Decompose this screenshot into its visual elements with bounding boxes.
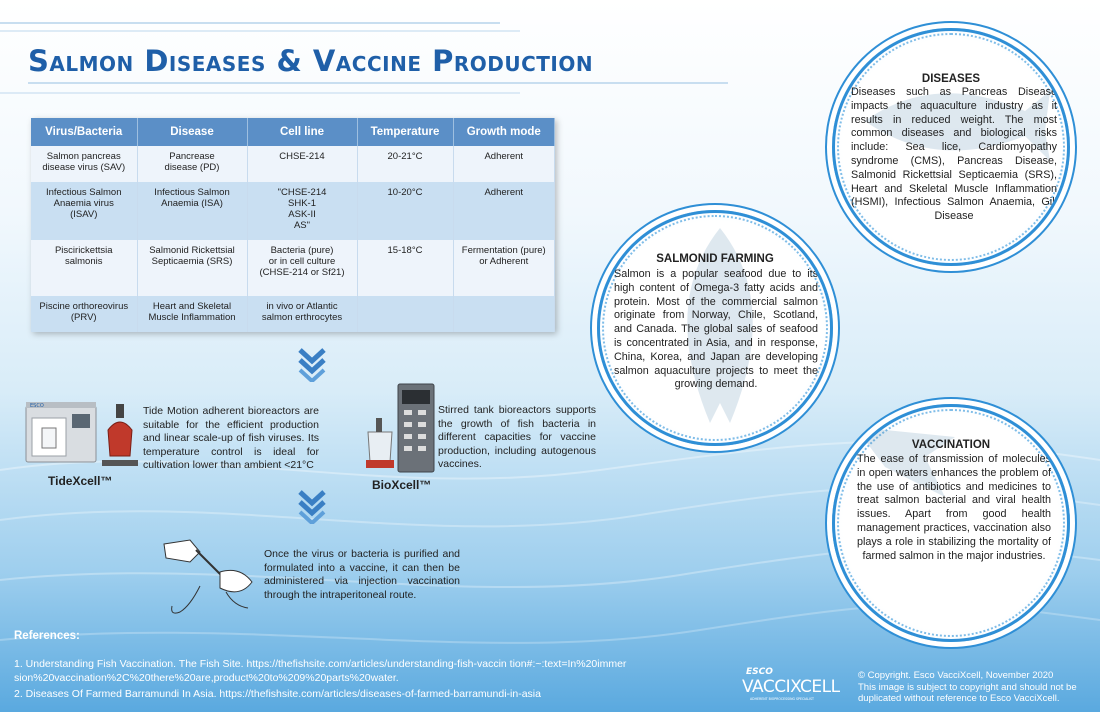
tidexcell-label: TideXcell™ — [48, 474, 113, 488]
title-line-top — [0, 22, 500, 24]
table-cell: Bacteria (pure) or in cell culture (CHSE-214 or Sf21) — [247, 240, 357, 296]
title-line-bottom — [28, 82, 728, 84]
diseases-body: Diseases such as Pancreas Disease impacts the aquaculture industry as it results in reduced weight. The most common diseases and biological risks include: Sea lice, Cardiomyopathy syndrome (CMS), Pancreas Disease, Salmonid Rickettsial Septicaemia (SRS), Heart and Skeletal Muscle Inflammation (HSMI), Infectious Salmon Anaemia, Gill Disease — [851, 86, 1057, 223]
bioxcell-bioreactor-icon — [362, 382, 438, 479]
bioxcell-label: BioXcell™ — [372, 478, 432, 492]
chevron-down-icon — [298, 348, 326, 382]
table-header: Growth mode — [453, 118, 555, 146]
table-cell: CHSE-214 — [247, 146, 357, 182]
diseases-heading: DISEASES — [921, 73, 981, 85]
table-row — [31, 182, 555, 240]
table-row — [31, 240, 555, 296]
table-header: Cell line — [247, 118, 357, 146]
table-cell: Adherent — [453, 146, 555, 182]
copyright-line: duplicated without reference to Esco VacciXcell. — [858, 693, 1060, 704]
table-row — [31, 296, 555, 332]
table-cell: Infectious Salmon Anaemia virus (ISAV) — [31, 182, 137, 240]
reference-item[interactable]: sion%20vaccination%2C%20there%20are,product%20to%209%20parts%20water. — [14, 672, 399, 684]
tidexcell-description: Tide Motion adherent bioreactors are suitable for the efficient production and linear scale-up of fish viruses. Its temperature control is ideal for cultivation lower than ambient <21°C — [143, 405, 319, 471]
copyright-line: This image is subject to copyright and should not be — [858, 681, 1077, 693]
table-cell: Fermentation (pure) or Adherent — [453, 240, 555, 296]
reference-item[interactable]: 2. Diseases Of Farmed Barramundi In Asia. https://thefishsite.com/articles/diseases-of-farmed-barramundi-in-asia — [14, 688, 541, 700]
table-cell: Piscirickettsia salmonis — [31, 240, 137, 296]
reference-item[interactable]: 1. Understanding Fish Vaccination. The Fish Site. https://thefishsite.com/articles/understanding-fish-vaccin tion#:~:text=In%20immer — [14, 658, 627, 670]
vaccination-body: The ease of transmission of molecules in open waters enhances the problem of the use of antibiotics and medicines to treat salmon bacterial and viral health issues. Apart from good health management practices, vaccination also plays a role in stabilizing the mortality of farmed salmon in the major industries. — [857, 453, 1051, 562]
table-cell: Salmonid Rickettsial Septicaemia (SRS) — [137, 240, 247, 296]
table-cell: in vivo or Atlantic salmon erthrocytes — [247, 296, 357, 332]
table-cell: "CHSE-214 SHK-1 ASK-II AS" — [247, 182, 357, 240]
table-header: Virus/Bacteria — [31, 118, 137, 146]
farming-heading: SALMONID FARMING — [656, 253, 774, 265]
page-title: Salmon Diseases & Vaccine Production — [28, 44, 594, 78]
svg-text:ADHERENT BIOPROCESSING SPECIAL: ADHERENT BIOPROCESSING SPECIALIST — [750, 697, 814, 701]
fish-injection-icon — [160, 536, 260, 625]
table-row — [31, 146, 555, 182]
copyright-line: © Copyright. Esco VacciXcell, November 2020 — [858, 670, 1054, 681]
injection-description: Once the virus or bacteria is purified and formulated into a vaccine, it can then be administered via injection vaccination through the intraperitoneal route. — [264, 548, 460, 601]
disease-table — [31, 118, 555, 332]
table-cell: Salmon pancreas disease virus (SAV) — [31, 146, 137, 182]
vaccination-circle — [832, 404, 1070, 642]
table-header-row — [31, 118, 555, 146]
title-line-bottom2 — [0, 92, 520, 94]
farming-body: Salmon is a popular seafood due to its high content of Omega-3 fatty acids and protein. Most of the commercial salmon originate from Norway, Chile, Scotland, and Canada. The global sales of seafood is concentrated in Asia, and in response, China, Korea, and Japan are developing salmon aquaculture projects to meet the growing demand. — [614, 268, 818, 391]
svg-text:ESCO: ESCO — [746, 667, 773, 677]
table-cell: 10-20°C — [357, 182, 453, 240]
svg-text:VACCIXCELL: VACCIXCELL — [742, 677, 840, 697]
table-cell: Heart and Skeletal Muscle Inflammation — [137, 296, 247, 332]
farming-circle — [597, 210, 833, 446]
bioxcell-description: Stirred tank bioreactors supports the growth of fish bacteria in different capacities for vaccine production, including autogenous vaccines. — [438, 404, 596, 470]
svg-text:ESCO: ESCO — [30, 403, 44, 409]
table-cell — [357, 296, 453, 332]
vaccination-heading: VACCINATION — [911, 439, 991, 451]
table-cell: Piscine orthoreovirus (PRV) — [31, 296, 137, 332]
chevron-down-icon — [298, 490, 326, 524]
references-heading: References: — [14, 630, 80, 642]
table-cell: Adherent — [453, 182, 555, 240]
table-header: Temperature — [357, 118, 453, 146]
title-line-top2 — [0, 30, 520, 32]
diseases-circle — [832, 28, 1070, 266]
tidexcell-bioreactor-icon — [24, 400, 142, 473]
table-cell: 15-18°C — [357, 240, 453, 296]
vaccixcell-logo — [742, 662, 852, 706]
table-header: Disease — [137, 118, 247, 146]
copyright — [858, 670, 1077, 705]
table-cell: 20-21°C — [357, 146, 453, 182]
table-cell — [453, 296, 555, 332]
table-cell: Pancrease disease (PD) — [137, 146, 247, 182]
table-cell: Infectious Salmon Anaemia (ISA) — [137, 182, 247, 240]
